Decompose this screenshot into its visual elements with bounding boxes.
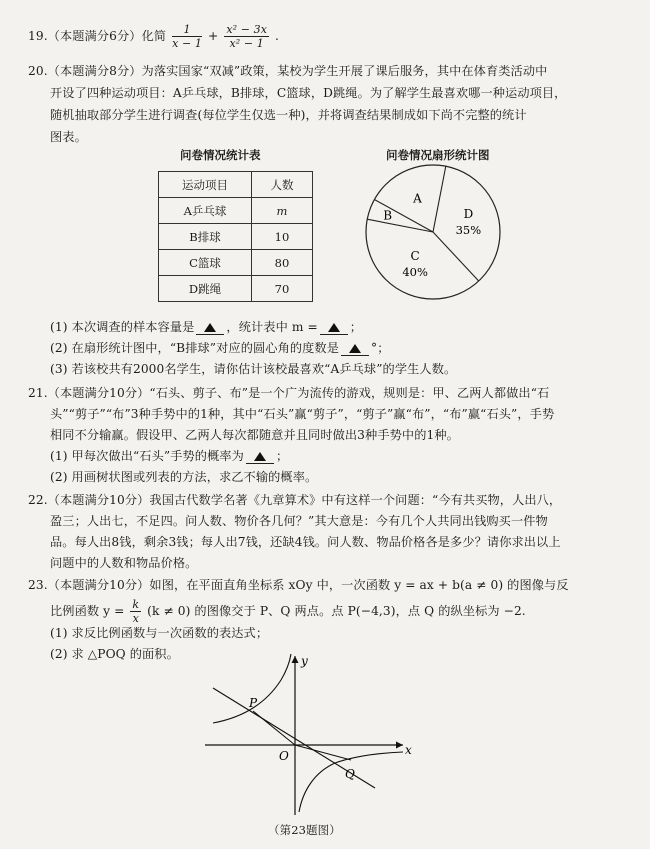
- point-p-label: P: [249, 696, 258, 710]
- table-header-count: 人数: [252, 172, 313, 198]
- pie-slice-percent: 40%: [402, 265, 428, 280]
- q22-line-1: 22.（本题满分10分）我国古代数学名著《九章算术》中有这样一个问题：“今有共买物，人出八，: [28, 493, 562, 507]
- q21-line-3: 相同不分输赢。假设甲、乙两人每次都随意并且同时做出3种手势中的1种。: [50, 428, 459, 442]
- q23-line-2: 比例函数 y = $\frac{k}{x}$ (k ≠ 0) 的图像交于 P、Q 两点。点 P(−4,3)，点 Q 的纵坐标为 −2.: [50, 598, 526, 625]
- q23-sub-2: (2) 求 △POQ 的面积。: [50, 647, 179, 661]
- q20-line-3: 随机抽取部分学生进行调查(每位学生仅选一种)，并将调查结果制成如下尚不完整的统计: [50, 108, 527, 122]
- q22-line-4: 问题中的人数和物品价格。: [50, 556, 198, 570]
- q20-sub-3: (3) 若该校共有2000名学生，请你估计该校最喜欢“A乒乓球”的学生人数。: [50, 362, 457, 376]
- table-cell: C篮球: [159, 250, 252, 276]
- point-q-label: Q: [345, 767, 355, 781]
- q20-line-2: 开设了四种运动项目：A乒乓球，B排球，C篮球，D跳绳。为了解学生最喜欢哪一种运动项目，: [50, 86, 567, 100]
- pie-slice-boundary: [433, 166, 446, 232]
- table-header-row: [159, 172, 313, 198]
- answer-blank[interactable]: [196, 320, 224, 335]
- q19-fraction-1: $\frac{1}{x - 1}$: [172, 23, 203, 50]
- hyperbola-branch-right: [299, 752, 403, 812]
- stats-table: [158, 171, 313, 302]
- table-row: [159, 224, 313, 250]
- q20-sub-1: (1) 本次调查的样本容量是 ，统计表中 m = ；: [50, 320, 363, 334]
- table-cell: 10: [252, 224, 313, 250]
- q20-line-4: 图表。: [50, 130, 87, 144]
- q20-line-1: 20.（本题满分8分）为落实国家“双减”政策，某校为学生开展了课后服务，其中在体育类活动中: [28, 64, 548, 78]
- q22-line-3: 品。每人出8钱，剩余3钱；每人出7钱，还缺4钱。问人数、物品价格各是多少？请你求出以上: [50, 535, 561, 549]
- figure-caption: （第23题图）: [268, 823, 341, 837]
- pie-chart: [355, 160, 525, 310]
- pie-slice-label: A: [413, 191, 422, 206]
- y-axis-label: y: [301, 654, 308, 668]
- q22-line-2: 盈三；人出七，不足四。问人数、物价各几何？”其大意是：今有几个人共同出钱购买一件物: [50, 514, 548, 528]
- q19-fraction-2: $\frac{\text{x² − 3x}}{\text{x² − 1}}$: [226, 23, 268, 50]
- segment-oq: [295, 745, 351, 760]
- segment-op: [253, 711, 295, 745]
- answer-blank[interactable]: [320, 320, 348, 335]
- pie-slice-percent: 35%: [455, 222, 482, 237]
- triangle-icon: [349, 344, 361, 353]
- triangle-icon: [328, 323, 340, 332]
- coordinate-graph: [195, 650, 425, 818]
- pie-slice-boundary: [367, 219, 433, 232]
- table-row: [159, 250, 313, 276]
- answer-blank[interactable]: [246, 449, 274, 464]
- q21-line-1: 21.（本题满分10分）“石头、剪子、布”是一个广为流传的游戏，规则是：甲、乙两人都做出“石: [28, 386, 550, 400]
- origin-label: O: [279, 749, 289, 763]
- q19-text: 19.（本题满分6分）化简: [28, 29, 167, 43]
- answer-blank[interactable]: [341, 341, 369, 356]
- q23-sub-1: (1) 求反比例函数与一次函数的表达式；: [50, 626, 269, 640]
- q19-line: 19.（本题满分6分）化简 $\frac{1}{x - 1}$ + $\frac{\text{x² − 3x}}{\text{x² − 1}}$ .: [28, 23, 280, 50]
- x-axis-label: x: [405, 743, 412, 757]
- triangle-icon: [204, 323, 216, 332]
- q20-sub-2: (2) 在扇形统计图中，“B排球”对应的圆心角的度数是 °；: [50, 341, 390, 355]
- triangle-icon: [254, 452, 266, 461]
- table-cell: A乒乓球: [159, 198, 252, 224]
- q21-sub-2: (2) 用画树状图或列表的方法，求乙不输的概率。: [50, 470, 318, 484]
- table-header-item: 运动项目: [159, 172, 252, 198]
- table-cell: B排球: [159, 224, 252, 250]
- table-row: [159, 198, 313, 224]
- pie-slice-boundary: [433, 232, 479, 281]
- table-cell: 70: [252, 276, 313, 302]
- table-cell: D跳绳: [159, 276, 252, 302]
- q21-sub-1: (1) 甲每次做出“石头”手势的概率为 ；: [50, 449, 289, 463]
- q23-fraction: $\frac{k}{x}$: [132, 598, 140, 625]
- q21-line-2: 头”“剪子”“布”3种手势中的1种，其中“石头”赢“剪子”，“剪子”赢“布”，“布”赢“石头”，手势: [50, 407, 555, 421]
- pie-title: 问卷情况扇形统计图: [386, 148, 490, 162]
- table-cell: m: [252, 198, 313, 224]
- table-row: [159, 276, 313, 302]
- q23-line-1: 23.（本题满分10分）如图，在平面直角坐标系 xOy 中，一次函数 y = ax + b(a ≠ 0) 的图像与反: [28, 578, 569, 592]
- pie-slice-label: D: [463, 206, 474, 221]
- pie-slice-label: B: [383, 208, 393, 223]
- pie-slice-label: C: [410, 249, 420, 264]
- table-cell: 80: [252, 250, 313, 276]
- table-title: 问卷情况统计表: [180, 148, 261, 162]
